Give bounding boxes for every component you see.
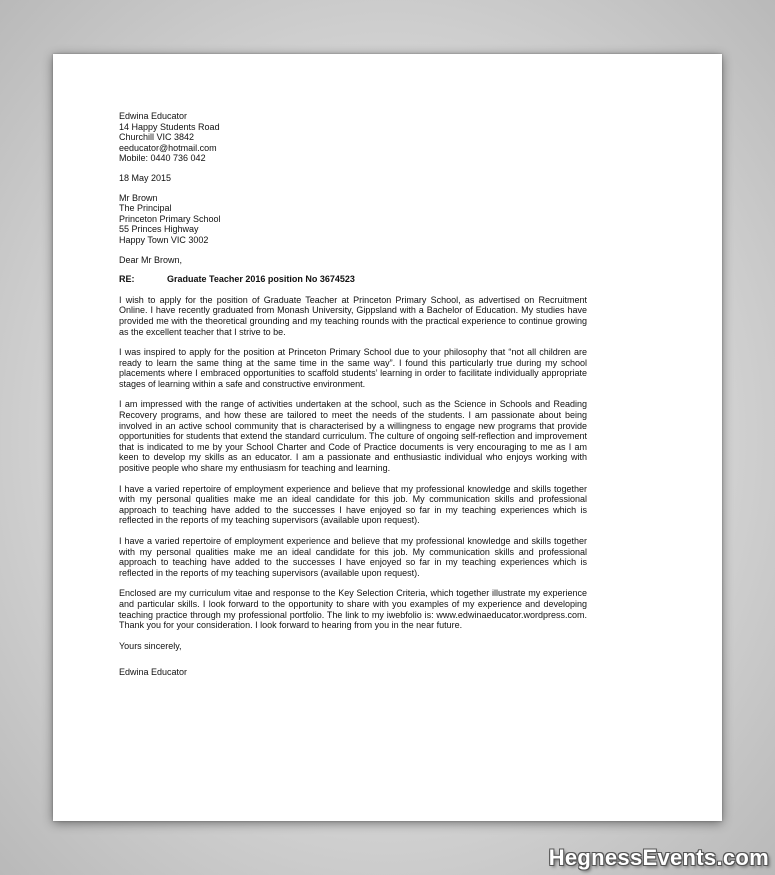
sender-city: Churchill VIC 3842 (119, 132, 195, 143)
paragraph-1: I wish to apply for the position of Graduate Teacher at Princeton Primary School, as advertised on Recruitment Online. I have recently graduated from Monash University, Gippsland with a Bachelor of Education. My studies have provided me with the theoretical grounding and my teaching rounds with the practical experience to continue growing as the excellent teacher that I strive to be. (119, 294, 587, 337)
paragraph-6: Enclosed are my curriculum vitae and response to the Key Selection Criteria, which together illustrate my experience and particular skills. I look forward to the opportunity to share with you examples of my experience and developing teaching practice through my professional portfolio. The link to my iwebfolio is: www.edwinaeducator.wordpress.com. Thank you for your consideration. I look forward to hearing from you in the near future. (119, 588, 587, 631)
recipient-title: The Principal (119, 203, 172, 214)
salutation: Dear Mr Brown, (119, 254, 183, 265)
paragraph-5: I have a varied repertoire of employment experience and believe that my professional knowledge and skills together with my personal qualities make me an ideal candidate for this job. My communication skills and professional approach to teaching have added to the successes I have enjoyed so far in my teaching experiences which is reflected in the reports of my teaching supervisors (available upon request). (119, 536, 587, 578)
letter-page (53, 54, 722, 821)
sender-address (119, 111, 587, 164)
site-watermark: HegnessEvents.com (548, 845, 769, 870)
recipient-school: Princeton Primary School (119, 213, 221, 224)
signature-name: Edwina Educator (119, 667, 188, 678)
letter-body (119, 111, 587, 678)
recipient-city: Happy Town VIC 3002 (119, 234, 209, 245)
recipient-name: Mr Brown (119, 192, 158, 203)
recipient-address (119, 193, 587, 246)
recipient-street: 55 Princes Highway (119, 224, 199, 235)
subject-label: RE: (119, 274, 135, 285)
subject-text: Graduate Teacher 2016 position No 3674523 (167, 274, 355, 285)
paragraph-4: I have a varied repertoire of employment experience and believe that my professional knowledge and skills together with my personal qualities make me an ideal candidate for this job. My communication skills and professional approach to teaching have added to the successes I have enjoyed so far in my teaching experiences which is reflected in the reports of my teaching supervisors (available upon request). (119, 483, 587, 526)
sender-email: eeducator@hotmail.com (119, 142, 217, 153)
letter-date: 18 May 2015 (119, 172, 172, 183)
paragraph-3: I am impressed with the range of activities undertaken at the school, such as the Science in Schools and Reading Recovery programs, and how these are tailored to meet the needs of the students. I am passionate about being involved in an active school community that is characterised by a willingness to engage new programs that provide opportunities for students that extend the standard curriculum. The culture of ongoing self-reflection and improvement that is indicated to me by your School Charter and Code of Practice documents is very encouraging to me as I am keen to develop my skills as an educator. I am a passionate and enthusiastic individual who enjoys working with positive people who share my enthusiasm for teaching and learning. (119, 399, 587, 474)
sender-street: 14 Happy Students Road (119, 121, 220, 132)
subject-line (119, 274, 587, 285)
closing: Yours sincerely, (119, 640, 182, 651)
sender-mobile: Mobile: 0440 736 042 (119, 153, 206, 164)
letter-paragraphs (119, 295, 587, 631)
sender-name: Edwina Educator (119, 111, 188, 121)
paragraph-2: I was inspired to apply for the position at Princeton Primary School due to your philosophy that “not all children are ready to learn the same thing at the same time in the same way”. I found this particularly true during my school placements where I embraced opportunities to scaffold students’ learning in order to facilitate individually appropriate stages of learning within a safe and constructive environment. (119, 347, 587, 389)
